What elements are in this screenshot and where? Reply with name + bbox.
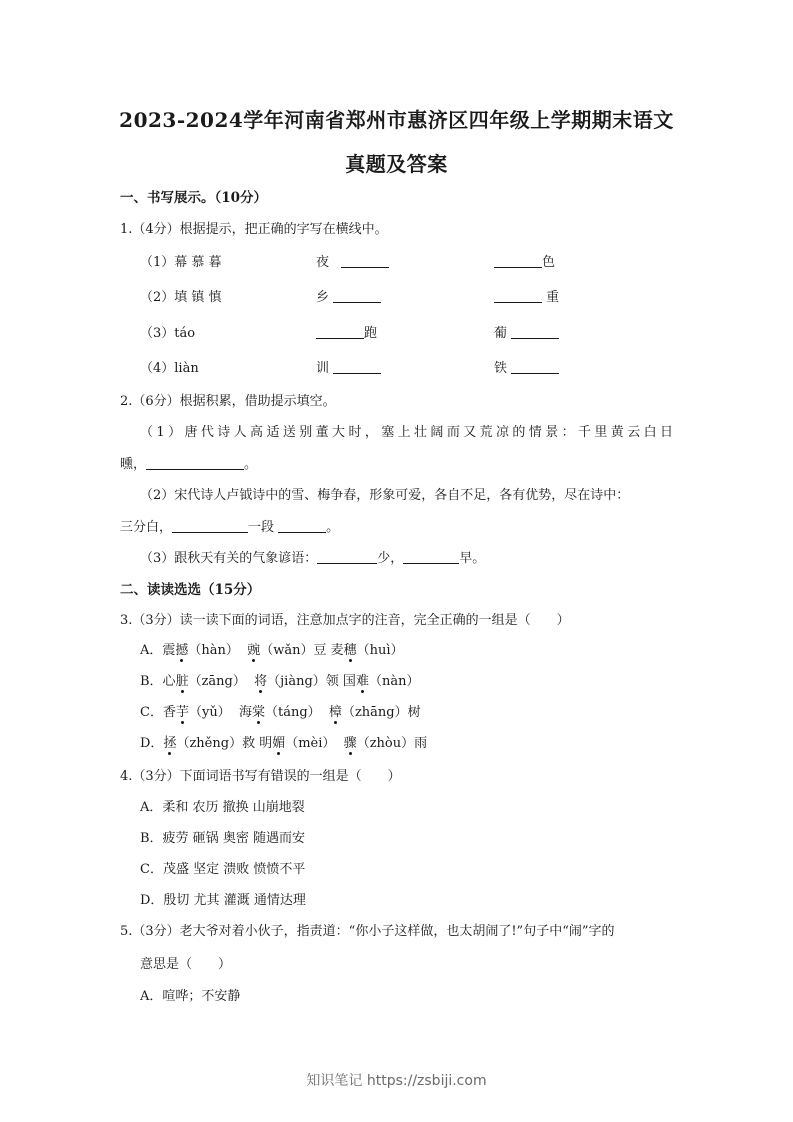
footer-watermark: 知识笔记 https://zsbiji.com xyxy=(306,1073,487,1089)
page-title-line1: 2023-2024学年河南省郑州市惠济区四年级上学期期末语文 xyxy=(119,108,674,132)
q5-option-a[interactable]: A．喧哗；不安静 xyxy=(140,989,241,1004)
q1-row3-col3: 葡 xyxy=(494,322,559,341)
question-3-stem: 3.（3分）读一读下面的词语，注意加点字的注音，完全正确的一组是（ ） xyxy=(120,613,570,628)
q1-row3-col2: 跑 xyxy=(316,322,377,341)
q3-option-c[interactable]: C．香芋（yǔ） 海棠（táng） 樟（zhāng）树 xyxy=(140,701,421,720)
answer-blank[interactable] xyxy=(316,325,364,339)
answer-blank[interactable] xyxy=(511,360,559,374)
answer-blank[interactable] xyxy=(278,519,326,533)
answer-blank[interactable] xyxy=(494,289,542,303)
q3-option-b[interactable]: B．心脏（zāng） 将（jiàng）领 国难（nàn） xyxy=(140,670,419,689)
page-title-line2: 真题及答案 xyxy=(345,152,448,176)
question-2-stem: 2.（6分）根据积累，借助提示填空。 xyxy=(120,394,336,409)
answer-blank[interactable] xyxy=(333,360,381,374)
q2-part2-line1: （2）宋代诗人卢钺诗中的雪、梅争春，形象可爱，各自不足，各有优势，尽在诗中： xyxy=(140,488,630,503)
q1-row4-col3: 铁 xyxy=(494,357,559,376)
answer-blank[interactable] xyxy=(511,325,559,339)
q1-row4-col2: 训 xyxy=(316,357,381,376)
q1-row1-col3: 色 xyxy=(494,251,555,270)
q3-option-a[interactable]: A．震撼（hàn） 豌（wǎn）豆 麦穗（huì） xyxy=(140,639,404,658)
question-5-stem-cont: 意思是（ ） xyxy=(140,957,232,972)
q1-row4-label: （4）liàn xyxy=(140,361,199,376)
q4-option-b[interactable]: B．疲劳 砸锅 奥密 随遇而安 xyxy=(140,831,305,846)
answer-blank[interactable] xyxy=(317,550,377,564)
answer-blank[interactable] xyxy=(146,456,244,470)
question-5-stem: 5.（3分）老大爷对着小伙子，指责道：“你小子这样做，也太胡闹了!”句子中“闹”字的 xyxy=(120,924,615,939)
q1-row1-label: （1）幕 慕 暮 xyxy=(140,255,222,270)
answer-blank[interactable] xyxy=(333,289,381,303)
q1-row3-label: （3）táo xyxy=(140,326,196,341)
q4-option-a[interactable]: A．柔和 农历 撤换 山崩地裂 xyxy=(140,800,305,815)
answer-blank[interactable] xyxy=(172,519,248,533)
answer-blank[interactable] xyxy=(403,550,459,564)
question-4-stem: 4.（3分）下面词语书写有错误的一组是（ ） xyxy=(120,769,401,784)
section-heading-writing: 一、书写展示。（10分） xyxy=(120,190,268,206)
q4-option-c[interactable]: C．茂盛 坚定 溃败 愤愤不平 xyxy=(140,862,306,877)
q1-row2-col2: 乡 xyxy=(316,286,381,305)
section-heading-reading: 二、读读选选（15分） xyxy=(120,582,261,598)
q1-row2-label: （2）填 镇 慎 xyxy=(140,290,222,305)
q2-part1-line2: 曛， 。 xyxy=(120,457,258,472)
q2-part2-line2: 三分白， 一段 。 xyxy=(120,520,340,535)
q2-part3: （3）跟秋天有关的气象谚语： 少， 早。 xyxy=(140,551,486,566)
answer-blank[interactable] xyxy=(494,254,542,268)
answer-blank[interactable] xyxy=(341,254,389,268)
q3-option-d[interactable]: D．拯（zhěng）救 明媚（mèi） 骤（zhòu）雨 xyxy=(140,732,427,751)
q1-row2-col3: 重 xyxy=(494,286,559,305)
q1-row1-col2: 夜 xyxy=(316,251,389,270)
q2-part1-line1: （1）唐代诗人高适送别董大时，塞上壮阔而又荒凉的情景：千里黄云白日 xyxy=(140,425,673,440)
q4-option-d[interactable]: D．殷切 尤其 灌溉 通情达理 xyxy=(140,893,306,908)
question-1-stem: 1.（4分）根据提示，把正确的字写在横线中。 xyxy=(120,222,388,237)
